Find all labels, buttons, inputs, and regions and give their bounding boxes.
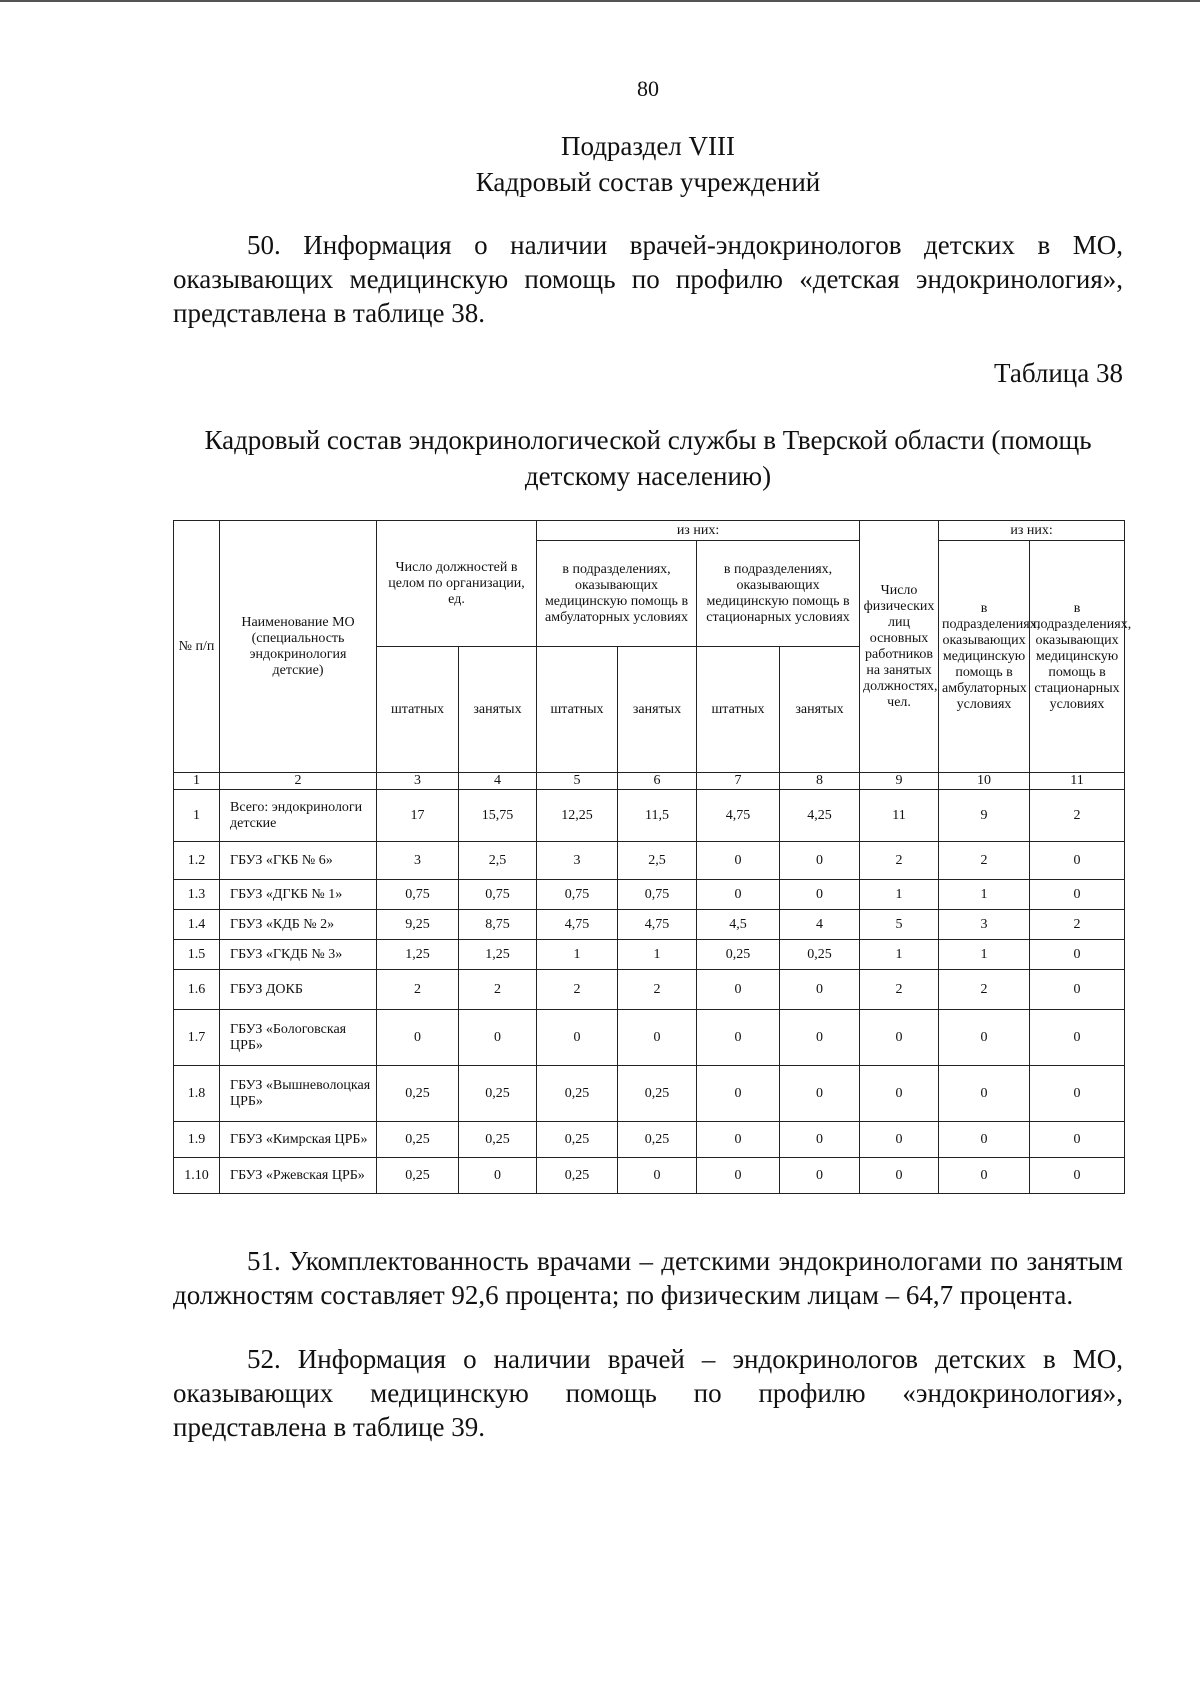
row-number-cell: 1.7: [174, 1010, 220, 1066]
value-cell: 0: [1030, 940, 1125, 970]
value-cell: 0,75: [459, 880, 537, 910]
value-cell: 0: [697, 880, 780, 910]
subsection-heading: [0, 128, 1200, 200]
value-cell: 0,25: [459, 1122, 537, 1158]
value-cell: 0: [939, 1122, 1030, 1158]
value-cell: 4,5: [697, 910, 780, 940]
subsection-title: Подраздел VIII: [560, 131, 736, 161]
value-cell: 0: [697, 1066, 780, 1122]
table-body: [174, 790, 1125, 1194]
header-num: № п/п: [174, 521, 220, 773]
row-number-cell: 1.3: [174, 880, 220, 910]
value-cell: 0,25: [377, 1158, 459, 1194]
value-cell: 0: [1030, 1010, 1125, 1066]
column-number: 7: [697, 773, 780, 790]
value-cell: 0: [780, 1158, 860, 1194]
value-cell: 0: [780, 970, 860, 1010]
paragraph-52-text: Информация о наличии врачей – эндокринологов детских в МО, оказывающих медицинскую помощь по профилю «эндокринология», представлена в таблице 39.: [173, 1344, 1124, 1442]
organization-name-cell: ГБУЗ «ГКБ № 6»: [220, 842, 377, 880]
header-name: Наименование МО (специальность эндокринология детские): [220, 521, 377, 773]
organization-name-cell: ГБУЗ ДОКБ: [220, 970, 377, 1010]
subsection-subtitle: Кадровый состав учреждений: [475, 167, 821, 197]
value-cell: 0: [697, 842, 780, 880]
organization-name-cell: ГБУЗ «КДБ № 2»: [220, 910, 377, 940]
page-top-border: [0, 0, 1200, 2]
value-cell: 0: [1030, 880, 1125, 910]
paragraph-50-text: Информация о наличии врачей-эндокринологов детских в МО, оказывающих медицинскую помощь по профилю «детская эндокринология», представлена в таблице 38.: [173, 230, 1123, 328]
value-cell: 0,25: [537, 1066, 618, 1122]
value-cell: 5: [860, 910, 939, 940]
header-amb-occupied: занятых: [618, 647, 697, 773]
value-cell: 2: [377, 970, 459, 1010]
table-row: [174, 1066, 1125, 1122]
header-persons-stat: в подразделениях, оказывающих медицинскую помощь в стационарных условиях: [1030, 541, 1125, 773]
value-cell: 0: [780, 1122, 860, 1158]
value-cell: 0: [860, 1066, 939, 1122]
value-cell: 0,25: [537, 1122, 618, 1158]
value-cell: 3: [939, 910, 1030, 940]
paragraph-50-number: 50.: [247, 230, 281, 260]
value-cell: 1,25: [459, 940, 537, 970]
value-cell: 0,75: [618, 880, 697, 910]
value-cell: 1: [860, 940, 939, 970]
column-number: 10: [939, 773, 1030, 790]
column-number: 11: [1030, 773, 1125, 790]
header-stat-occupied: занятых: [780, 647, 860, 773]
table-row: [174, 940, 1125, 970]
value-cell: 0,25: [537, 1158, 618, 1194]
row-number-cell: 1.10: [174, 1158, 220, 1194]
value-cell: 0: [537, 1010, 618, 1066]
paragraph-51: [173, 1244, 1123, 1312]
value-cell: 8,75: [459, 910, 537, 940]
value-cell: 0: [780, 880, 860, 910]
value-cell: 0: [697, 1010, 780, 1066]
header-staff: штатных: [377, 647, 459, 773]
organization-name-cell: Всего: эндокринологи детские: [220, 790, 377, 842]
value-cell: 0,75: [377, 880, 459, 910]
value-cell: 2,5: [459, 842, 537, 880]
paragraph-52-number: 52.: [247, 1344, 281, 1374]
value-cell: 17: [377, 790, 459, 842]
value-cell: 12,25: [537, 790, 618, 842]
value-cell: 0,25: [618, 1122, 697, 1158]
value-cell: 11,5: [618, 790, 697, 842]
value-cell: 9,25: [377, 910, 459, 940]
column-number-row: [174, 773, 1125, 790]
value-cell: 2: [459, 970, 537, 1010]
value-cell: 4,25: [780, 790, 860, 842]
table-row: [174, 910, 1125, 940]
row-number-cell: 1.9: [174, 1122, 220, 1158]
value-cell: 0,25: [377, 1066, 459, 1122]
value-cell: 0: [377, 1010, 459, 1066]
organization-name-cell: ГБУЗ «Ржевская ЦРБ»: [220, 1158, 377, 1194]
table-row: [174, 1122, 1125, 1158]
value-cell: 0: [459, 1010, 537, 1066]
value-cell: 0: [860, 1158, 939, 1194]
value-cell: 1: [939, 880, 1030, 910]
value-cell: 0: [860, 1010, 939, 1066]
table-row: [174, 970, 1125, 1010]
value-cell: 15,75: [459, 790, 537, 842]
table-row: [174, 1010, 1125, 1066]
value-cell: 0: [1030, 1122, 1125, 1158]
value-cell: 0: [1030, 970, 1125, 1010]
value-cell: 0: [459, 1158, 537, 1194]
table-caption: Кадровый состав эндокринологической службы в Тверской области (помощь детскому населению): [204, 425, 1092, 491]
value-cell: 0,25: [377, 1122, 459, 1158]
table-row: [174, 1158, 1125, 1194]
value-cell: 0: [780, 1066, 860, 1122]
organization-name-cell: ГБУЗ «ГКДБ № 3»: [220, 940, 377, 970]
page-number: 80: [637, 76, 659, 101]
value-cell: 4,75: [537, 910, 618, 940]
organization-name-cell: ГБУЗ «Кимрская ЦРБ»: [220, 1122, 377, 1158]
header-occupied: занятых: [459, 647, 537, 773]
value-cell: 4,75: [697, 790, 780, 842]
organization-name-cell: ГБУЗ «ДГКБ № 1»: [220, 880, 377, 910]
header-persons-amb: в подразделениях, оказывающих медицинскую помощь в амбулаторных условиях: [939, 541, 1030, 773]
column-number: 4: [459, 773, 537, 790]
value-cell: 0: [780, 1010, 860, 1066]
value-cell: 0: [697, 1158, 780, 1194]
paragraph-51-text: Укомплектованность врачами – детскими эндокринологами по занятым должностям составляет 92,6 процента; по физическим лицам – 64,7 процента.: [173, 1246, 1123, 1310]
row-number-cell: 1.2: [174, 842, 220, 880]
table-row: [174, 790, 1125, 842]
column-number: 5: [537, 773, 618, 790]
value-cell: 0,25: [459, 1066, 537, 1122]
row-number-cell: 1.4: [174, 910, 220, 940]
value-cell: 0,25: [618, 1066, 697, 1122]
value-cell: 0: [939, 1158, 1030, 1194]
staffing-table: [173, 520, 1132, 1194]
value-cell: 2: [860, 842, 939, 880]
row-number-cell: 1: [174, 790, 220, 842]
value-cell: 2: [618, 970, 697, 1010]
header-of-them-persons: из них:: [939, 521, 1125, 541]
table-row: [174, 880, 1125, 910]
value-cell: 0: [618, 1158, 697, 1194]
row-number-cell: 1.6: [174, 970, 220, 1010]
value-cell: 0: [1030, 1066, 1125, 1122]
value-cell: 0: [697, 1122, 780, 1158]
value-cell: 2: [1030, 910, 1125, 940]
value-cell: 1: [939, 940, 1030, 970]
value-cell: 1: [618, 940, 697, 970]
value-cell: 0,75: [537, 880, 618, 910]
value-cell: 1: [860, 880, 939, 910]
value-cell: 3: [537, 842, 618, 880]
value-cell: 2: [939, 842, 1030, 880]
header-amb-staff: штатных: [537, 647, 618, 773]
value-cell: 0: [860, 1122, 939, 1158]
value-cell: 4,75: [618, 910, 697, 940]
row-number-cell: 1.5: [174, 940, 220, 970]
paragraph-51-number: 51.: [247, 1246, 281, 1276]
value-cell: 2: [1030, 790, 1125, 842]
value-cell: 9: [939, 790, 1030, 842]
value-cell: 1: [537, 940, 618, 970]
value-cell: 4: [780, 910, 860, 940]
column-number: 9: [860, 773, 939, 790]
table-label: Таблица 38: [994, 358, 1123, 388]
header-stat: в подразделениях, оказывающих медицинскую помощь в стационарных условиях: [697, 541, 860, 647]
header-of-them: из них:: [537, 521, 860, 541]
value-cell: 2: [537, 970, 618, 1010]
column-number: 2: [220, 773, 377, 790]
organization-name-cell: ГБУЗ «Вышневолоцкая ЦРБ»: [220, 1066, 377, 1122]
column-number: 8: [780, 773, 860, 790]
value-cell: 0: [939, 1010, 1030, 1066]
paragraph-50: [173, 228, 1123, 330]
value-cell: 0,25: [697, 940, 780, 970]
value-cell: 2: [939, 970, 1030, 1010]
value-cell: 0: [618, 1010, 697, 1066]
value-cell: 0,25: [780, 940, 860, 970]
column-number: 6: [618, 773, 697, 790]
organization-name-cell: ГБУЗ «Бологовская ЦРБ»: [220, 1010, 377, 1066]
column-number: 1: [174, 773, 220, 790]
value-cell: 2: [860, 970, 939, 1010]
header-positions-total: Число должностей в целом по организации, ед.: [377, 521, 537, 647]
value-cell: 0: [939, 1066, 1030, 1122]
value-cell: 0: [780, 842, 860, 880]
header-stat-staff: штатных: [697, 647, 780, 773]
value-cell: 0: [697, 970, 780, 1010]
row-number-cell: 1.8: [174, 1066, 220, 1122]
value-cell: 11: [860, 790, 939, 842]
header-amb: в подразделениях, оказывающих медицинскую помощь в амбулаторных условиях: [537, 541, 697, 647]
value-cell: 0: [1030, 1158, 1125, 1194]
value-cell: 2,5: [618, 842, 697, 880]
value-cell: 1,25: [377, 940, 459, 970]
header-persons: Число физических лиц основных работников на занятых должностях, чел.: [860, 521, 939, 773]
value-cell: 0: [1030, 842, 1125, 880]
paragraph-52: [173, 1342, 1123, 1444]
value-cell: 3: [377, 842, 459, 880]
column-number: 3: [377, 773, 459, 790]
table-row: [174, 842, 1125, 880]
